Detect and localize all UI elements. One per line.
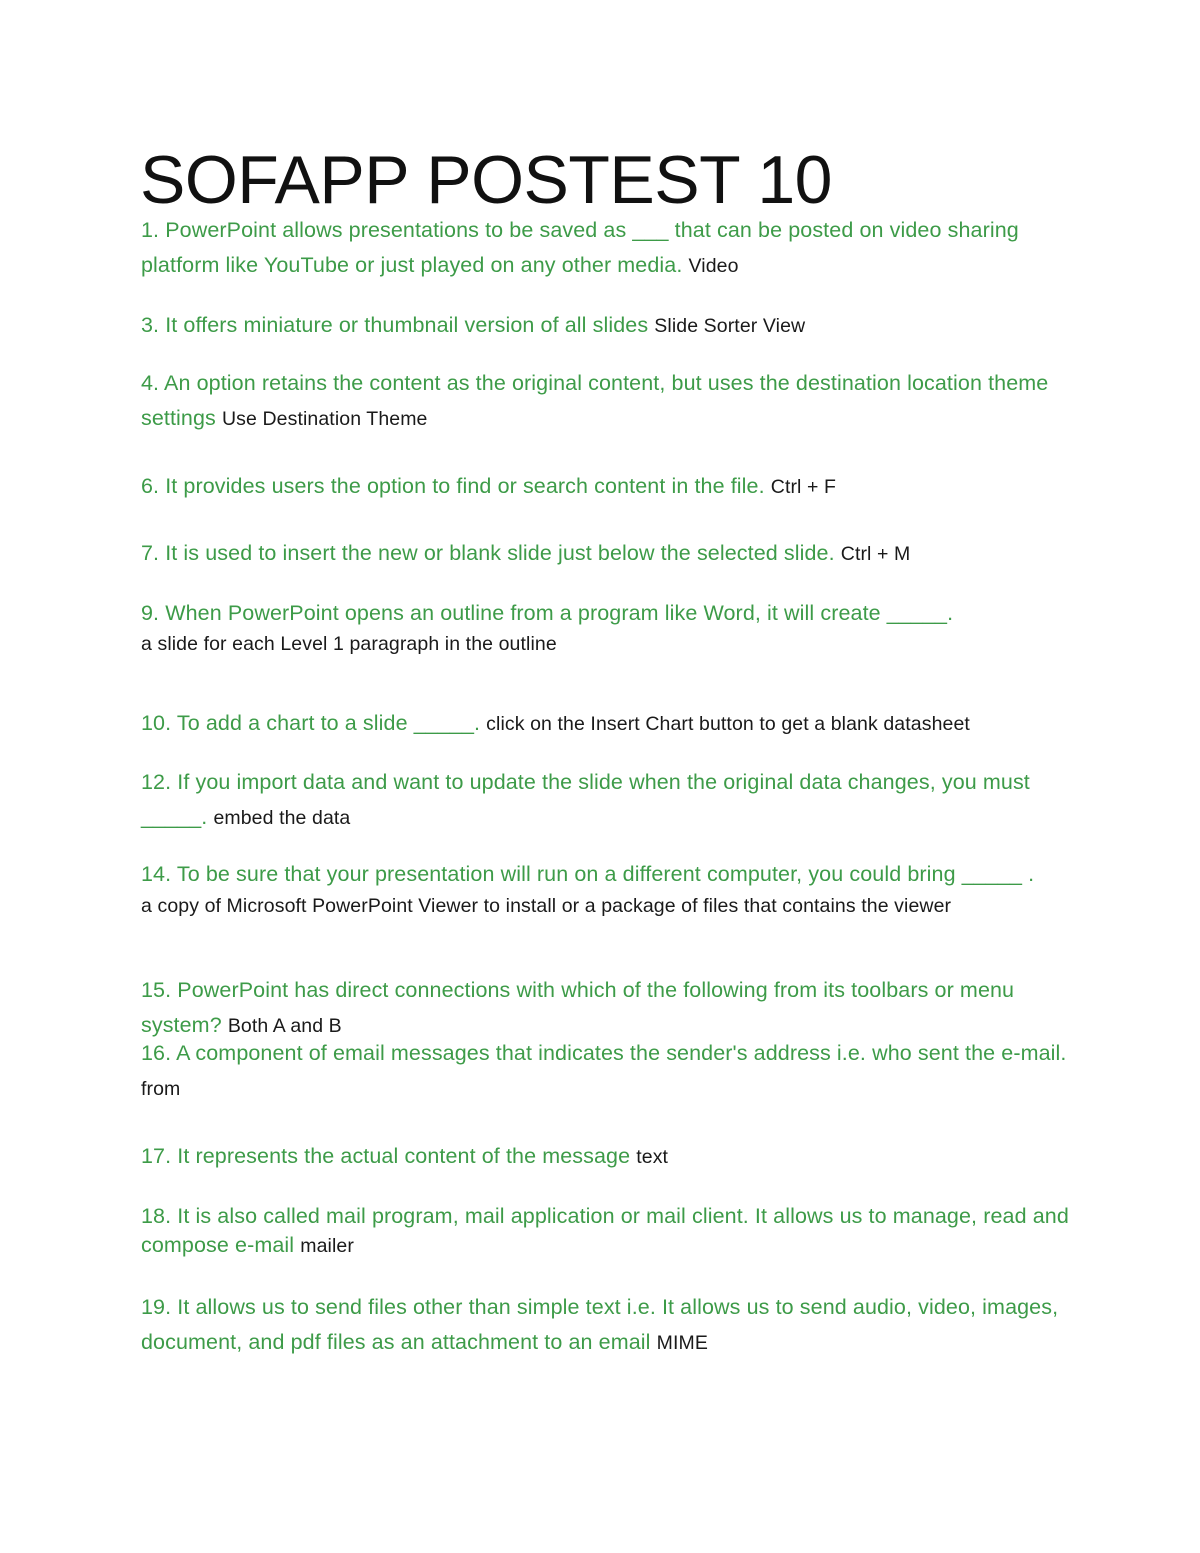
question-text: 4. An option retains the content as the original content, but uses the destination location theme settings	[141, 371, 1049, 430]
answer-text: Use Destination Theme	[221, 408, 428, 430]
answer-text: Ctrl + F	[770, 476, 837, 498]
answer-text: click on the Insert Chart button to get a blank datasheet	[486, 713, 970, 735]
question-item-14	[141, 860, 1071, 919]
answer-text: embed the data	[213, 807, 351, 829]
question-item-6	[141, 469, 1071, 505]
answer-text: Both A and B	[227, 1015, 342, 1037]
answer-text: a slide for each Level 1 paragraph in the outline	[141, 633, 557, 655]
question-item-15	[141, 973, 1071, 1044]
question-text: 10. To add a chart to a slide _____.	[141, 711, 481, 735]
question-item-12	[141, 765, 1071, 836]
answer-text: text	[636, 1146, 669, 1168]
answer-text: mailer	[300, 1235, 354, 1257]
answer-text: a copy of Microsoft PowerPoint Viewer to install or a package of files that contains the viewer	[141, 895, 952, 917]
question-item-7	[141, 536, 1071, 572]
question-text: 14. To be sure that your presentation will run on a different computer, you could bring _____ .	[141, 862, 1035, 886]
question-text: 7. It is used to insert the new or blank slide just below the selected slide.	[141, 541, 835, 565]
question-text: 19. It allows us to send files other than simple text i.e. It allows us to send audio, video, images, document, and pdf files as an attachment to an email	[141, 1295, 1059, 1354]
answer-text: MIME	[656, 1332, 708, 1354]
question-item-10	[141, 706, 1071, 742]
question-item-1	[141, 213, 1071, 284]
question-text: 16. A component of email messages that indicates the sender's address i.e. who sent the e-mail.	[141, 1041, 1067, 1065]
question-text: 18. It is also called mail program, mail application or mail client. It allows us to manage, read and compose e-mail	[141, 1204, 1069, 1257]
answer-text: Ctrl + M	[840, 543, 911, 565]
question-item-18	[141, 1202, 1071, 1261]
question-text: 1. PowerPoint allows presentations to be saved as ___ that can be posted on video sharing platform like YouTube or just played on any other media.	[141, 218, 1019, 277]
question-item-19	[141, 1290, 1071, 1361]
question-item-9	[141, 596, 1071, 657]
question-text: 15. PowerPoint has direct connections with which of the following from its toolbars or menu system?	[141, 978, 1015, 1037]
question-text: 12. If you import data and want to update the slide when the original data changes, you must _____.	[141, 770, 1030, 829]
page-title: SOFAPP POSTEST 10	[140, 142, 832, 218]
question-text: 6. It provides users the option to find or search content in the file.	[141, 474, 765, 498]
question-item-4	[141, 366, 1071, 437]
question-item-16	[141, 1036, 1071, 1107]
question-text: 3. It offers miniature or thumbnail version of all slides	[141, 313, 649, 337]
question-text: 17. It represents the actual content of the message	[141, 1144, 631, 1168]
question-item-3	[141, 308, 1071, 344]
answer-text: Video	[688, 255, 739, 277]
answer-text: Slide Sorter View	[654, 315, 806, 337]
question-text: 9. When PowerPoint opens an outline from a program like Word, it will create _____.	[141, 601, 954, 625]
question-item-17	[141, 1139, 1071, 1175]
answer-text: from	[141, 1078, 181, 1100]
